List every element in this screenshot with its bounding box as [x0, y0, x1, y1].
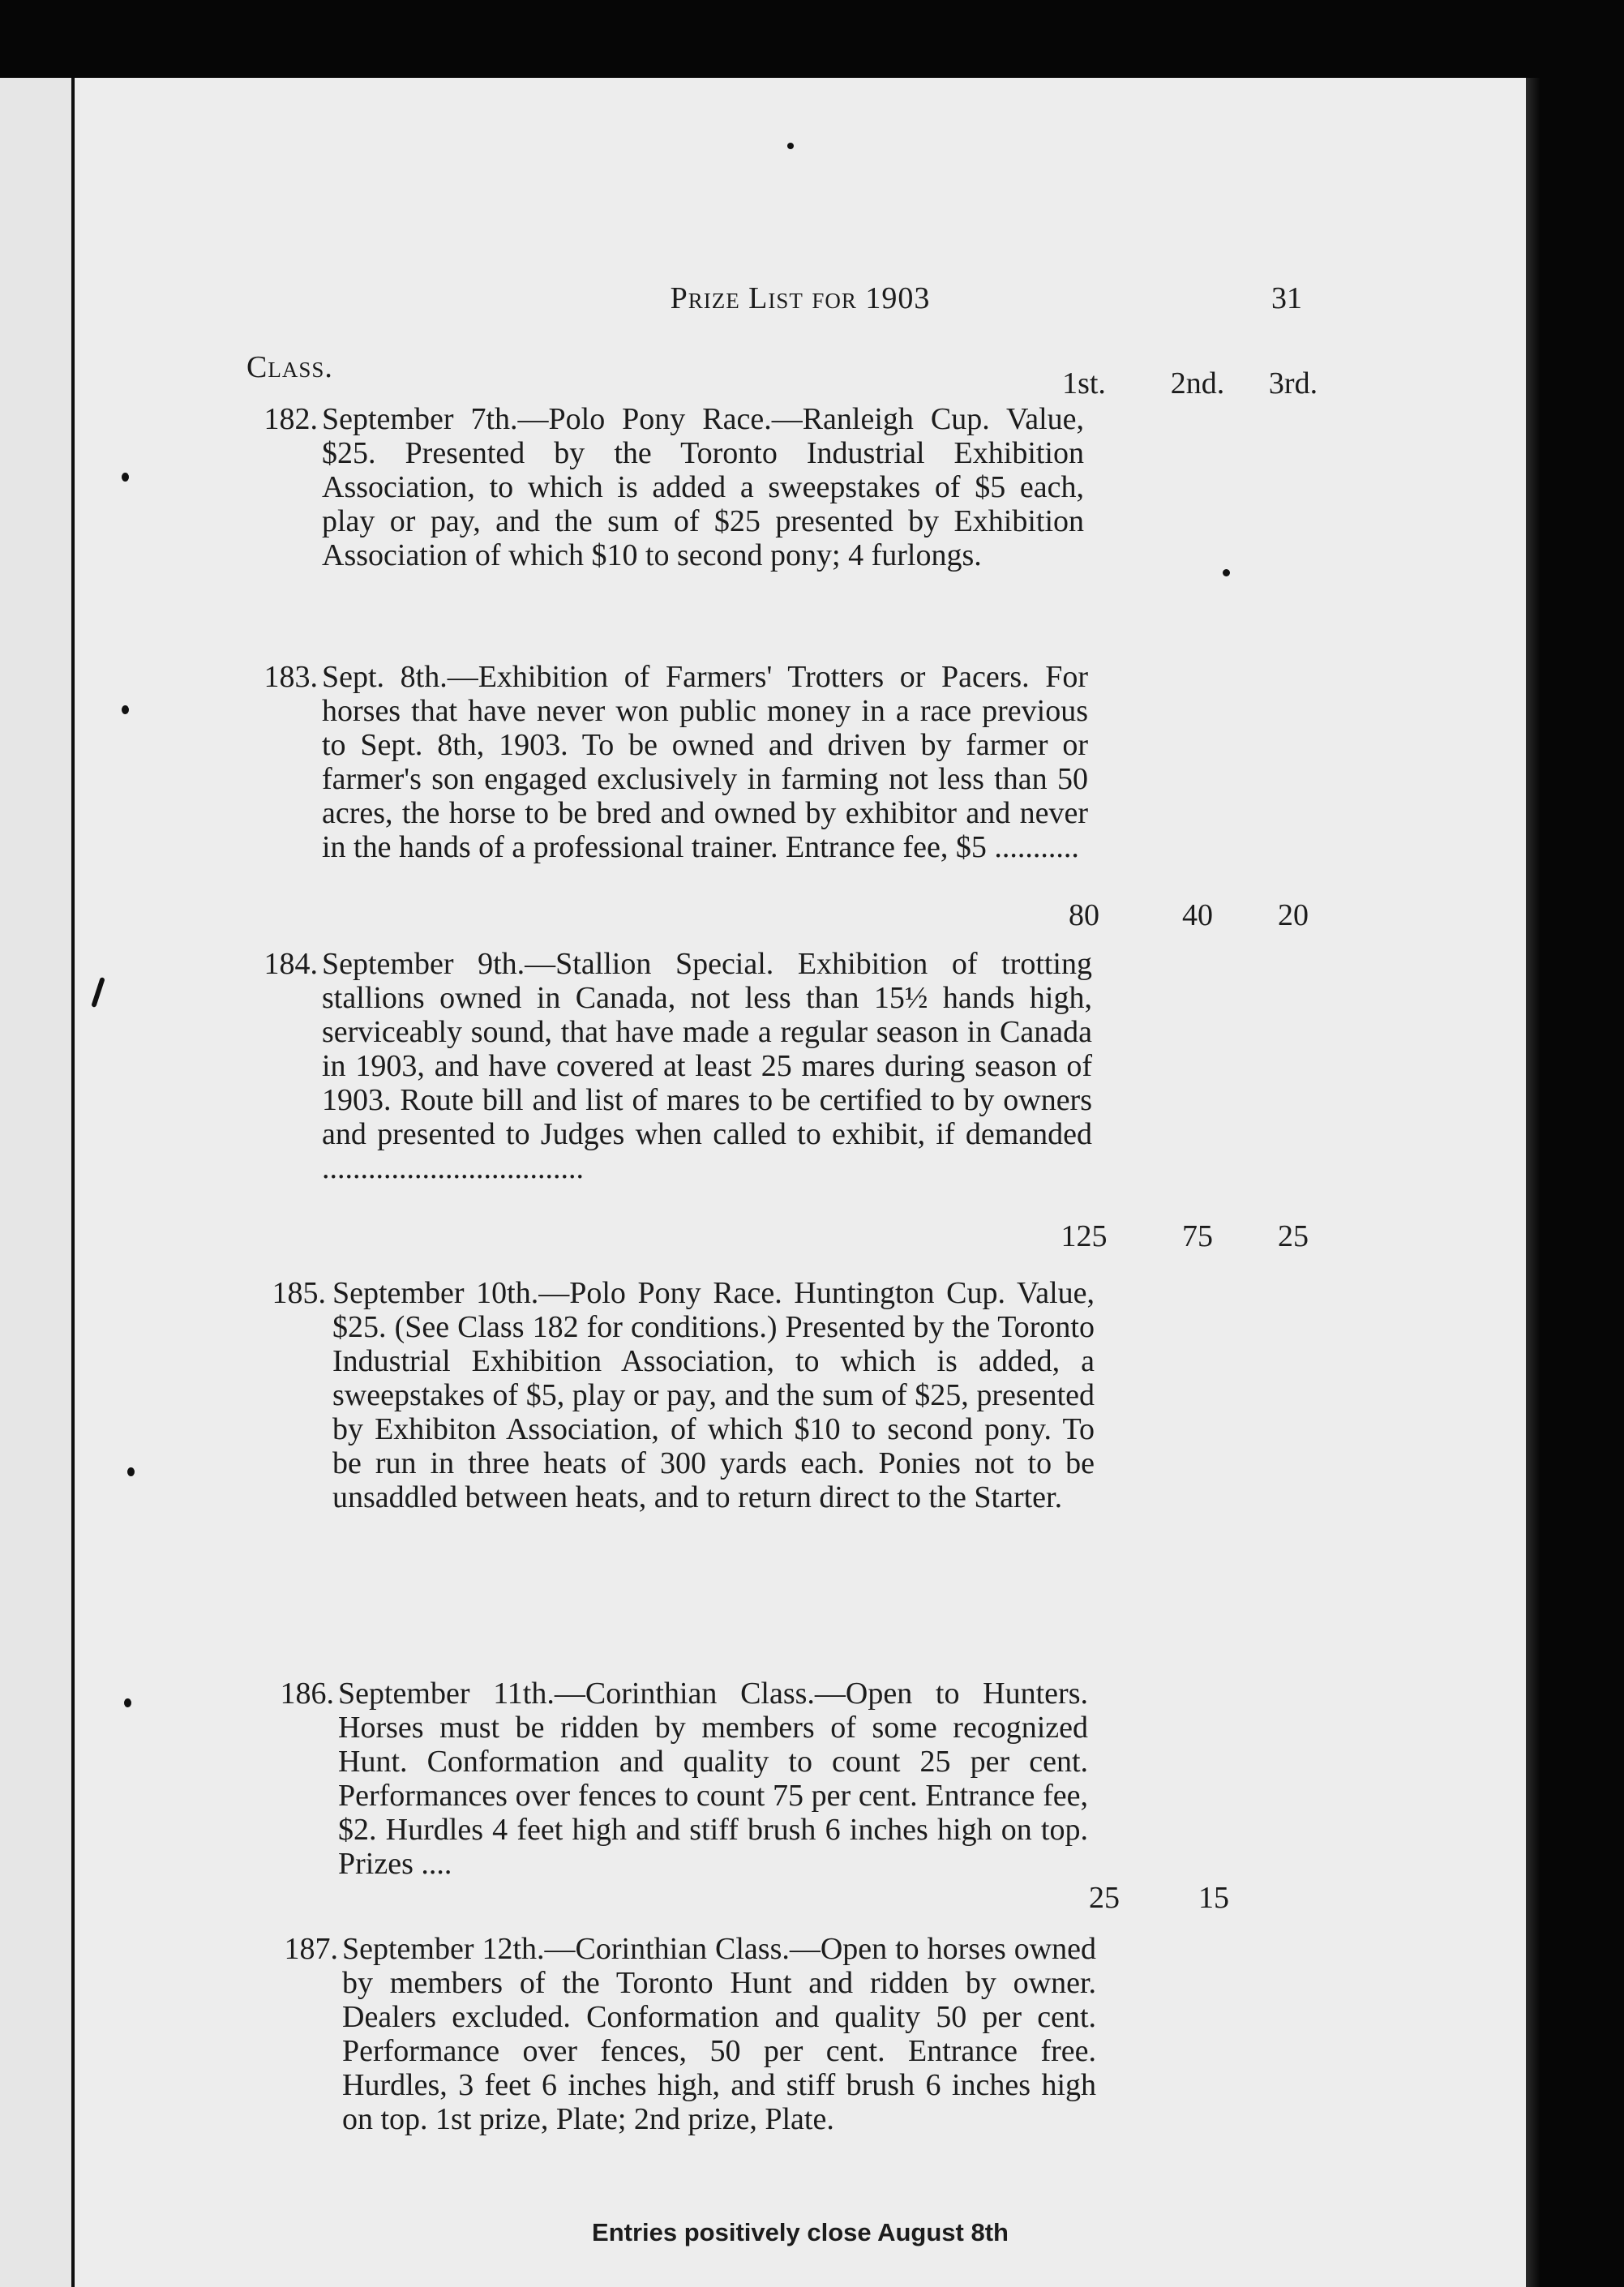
class-description: September 9th.—Stallion Special. Exhibition of trotting stallions owned in Canada, not less than 15½ hands high, serviceably sound, that have made a regular season in Canada in 1903, and have covered at least 25 mares during season of 1903. Route bill and list of mares to be certified to by owners and presented to Judges when called to exhibit, if demanded .................................. [322, 947, 1092, 1185]
class-number: 185. [272, 1276, 326, 1310]
page-shadow [1526, 78, 1540, 2287]
third-prize-value: 25 [1278, 1219, 1309, 1253]
closing-notice: Entries positively close August 8th [592, 2218, 1009, 2246]
margin-speck [124, 1698, 131, 1707]
class-description: Sept. 8th.—Exhibition of Farmers' Trotters or Pacers. For horses that have never won public money in a race previous to Sept. 8th, 1903. To be owned and driven by farmer or farmer's son engaged exclusively in farming not less than 50 acres, the horse to be bred and owned by exhibitor and never in the hands of a professional trainer. Entrance fee, $5 ........... [322, 660, 1088, 864]
running-title: Prize List for 1903 [670, 281, 931, 315]
third-prize-value: 20 [1278, 898, 1309, 932]
class-description: September 11th.—Corinthian Class.—Open to Hunters. Horses must be ridden by members of some recognized Hunt. Conformation and quality to count 25 per cent. Performances over fences to count 75 per cent. Entrance fee, $2. Hurdles 4 feet high and stiff brush 6 inches high on top. Prizes .... [338, 1677, 1088, 1881]
column-headers [75, 349, 1526, 400]
second-prize-value: 75 [1182, 1219, 1213, 1253]
first-prize-value: 125 [1061, 1219, 1108, 1253]
margin-speck [127, 1467, 135, 1476]
class-description: September 10th.—Polo Pony Race. Huntington Cup. Value, $25. (See Class 182 for conditions.) Presented by the Toronto Industrial Exhibition Association, to which is added, a sweepstakes of $5, play or pay, and the sum of $25, presented by Exhibiton Association, of which $10 to second pony. To be run in three heats of 300 yards each. Ponies not to be unsaddled between heats, and to return direct to the Starter. [332, 1276, 1095, 1514]
document-page [75, 78, 1526, 2287]
print-speck [787, 143, 794, 149]
page-number: 31 [1271, 281, 1302, 315]
page-header [75, 281, 1526, 321]
class-description: September 12th.—Corinthian Class.—Open to horses owned by members of the Toronto Hunt and ridden by owner. Dealers excluded. Conformation and quality 50 per cent. Performance over fences, 50 per cent. Entrance free. Hurdles, 3 feet 6 inches high, and stiff brush 6 inches high on top. 1st prize, Plate; 2nd prize, Plate. [342, 1932, 1096, 2136]
margin-speck [122, 473, 129, 482]
margin-speck [122, 705, 129, 714]
first-prize-value: 80 [1069, 898, 1099, 932]
class-number: 187. [284, 1932, 338, 1966]
second-prize-header: 2nd. [1170, 366, 1225, 400]
first-prize-header: 1st. [1062, 366, 1106, 400]
second-prize-value: 40 [1182, 898, 1213, 932]
second-prize-value: 15 [1198, 1881, 1229, 1915]
class-number: 186. [280, 1677, 334, 1711]
class-number: 183. [264, 660, 318, 694]
class-description: September 7th.—Polo Pony Race.—Ranleigh Cup. Value, $25. Presented by the Toronto Industrial Exhibition Association, to which is added a sweepstakes of $5 each, play or pay, and the sum of $25 presented by Exhibition Association of which $10 to second pony; 4 furlongs. [322, 402, 1084, 572]
third-prize-header: 3rd. [1268, 366, 1318, 400]
class-number: 182. [264, 402, 318, 436]
adjacent-page-edge [0, 78, 74, 2287]
first-prize-value: 25 [1089, 1881, 1120, 1915]
print-speck [1223, 569, 1230, 576]
class-column-label: Class. [246, 350, 333, 384]
class-number: 184. [264, 947, 318, 981]
